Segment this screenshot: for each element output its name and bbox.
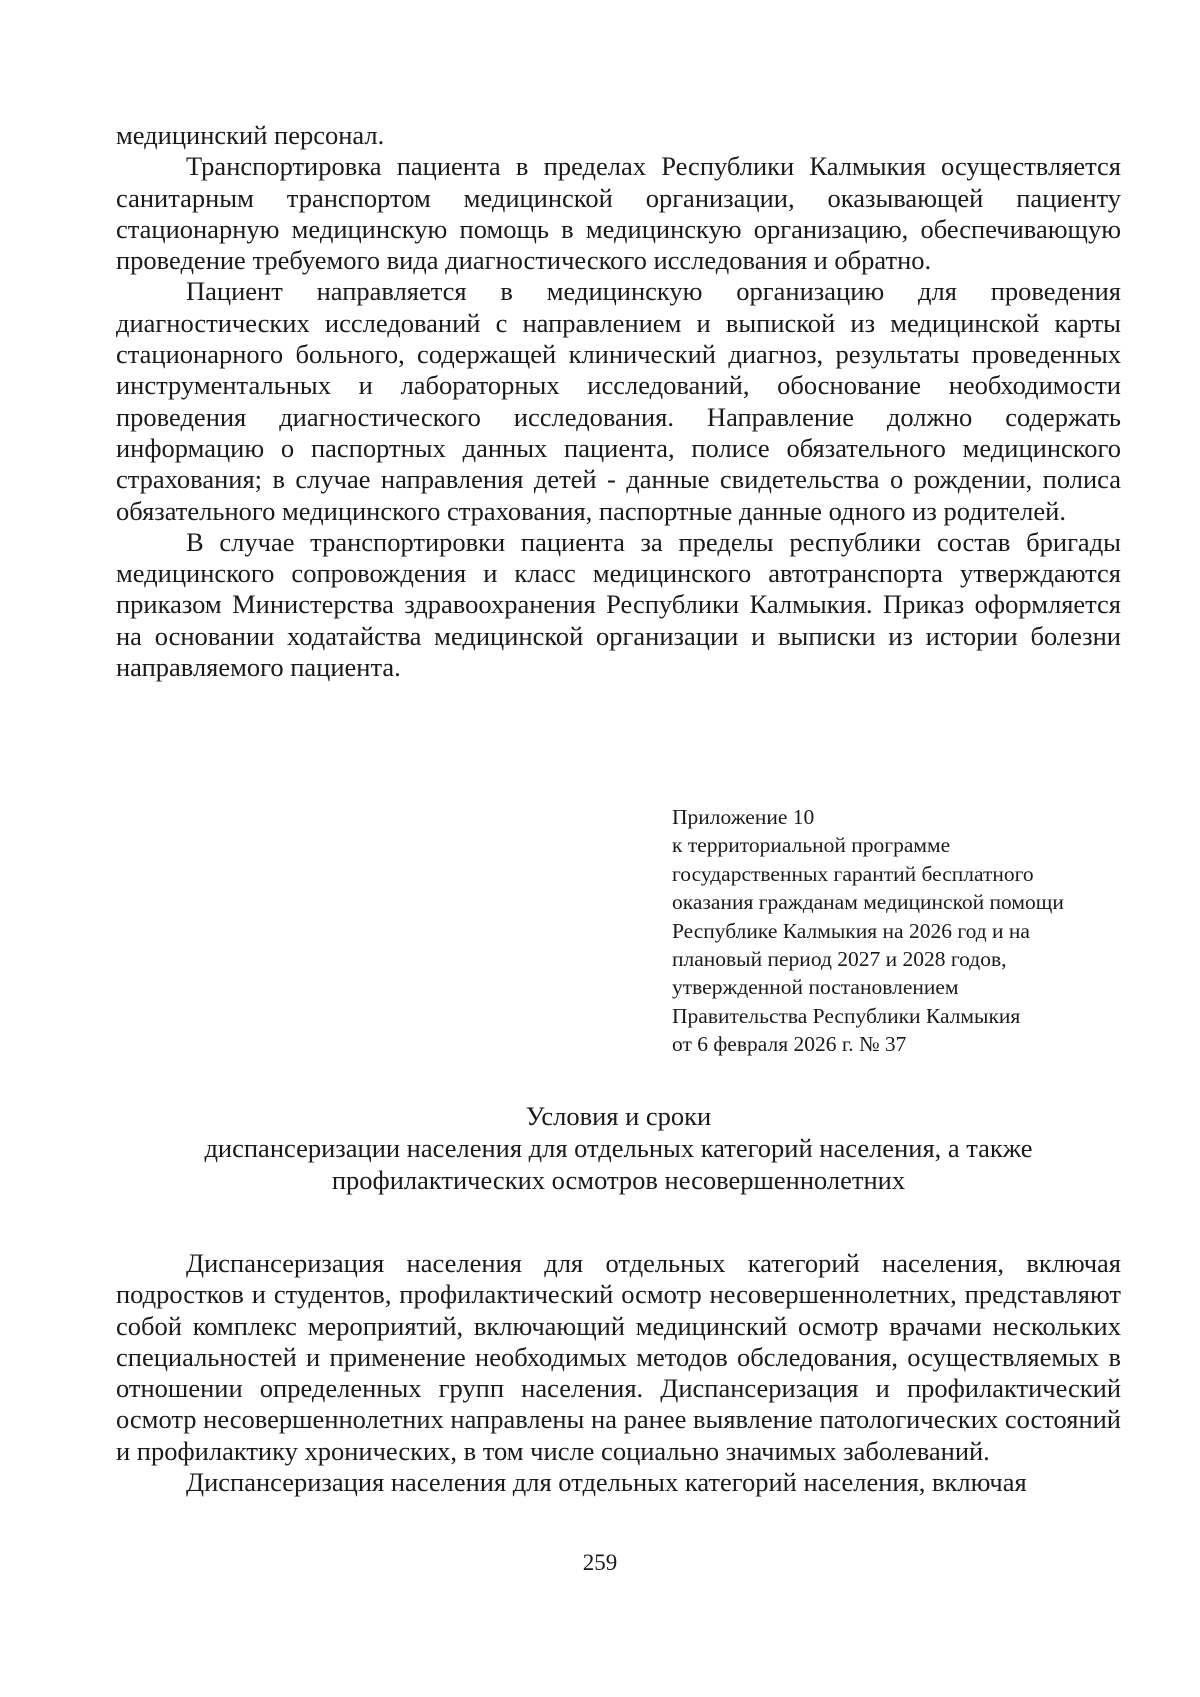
heading-line: диспансеризации населения для отдельных категорий населения, а также bbox=[204, 1133, 1033, 1163]
appendix-line: Республике Калмыкия на 2026 год и на bbox=[672, 918, 1030, 943]
paragraph-outside-republic: В случае транспортировки пациента за пределы республики состав бригады медицинского сопровождения и класс медицинского автотранспорта утверждаются приказом Министерства здравоохранения Республики Калмыкия. Приказ оформляется на основании ходатайства медицинской организации и выписки из истории болезни направляемого пациента. bbox=[116, 526, 1121, 683]
paragraph-continuation: медицинский персонал. bbox=[116, 120, 385, 150]
appendix-line: плановый период 2027 и 2028 годов, bbox=[672, 947, 1007, 972]
appendix-line: к территориальной программе bbox=[672, 833, 951, 858]
appendix-line: от 6 февраля 2026 г. № 37 bbox=[672, 1032, 907, 1057]
paragraph-referral: Пациент направляется в медицинскую организацию для проведения диагностических исследований с направлением и выпиской из медицинской карты стационарного больного, содержащей клинический диагноз, результаты проведенных инструментальных и лабораторных исследований, обоснование необходимости проведения диагностического исследования. Направление должно содержать информацию о паспортных данных пациента, полисе обязательного медицинского страхования; в случае направления детей - данные свидетельства о рождении, полиса обязательного медицинского страхования, паспортные данные одного из родителей. bbox=[116, 276, 1121, 526]
paragraph-dispensary-continued: Диспансеризация населения для отдельных категорий населения, включая bbox=[186, 1467, 1027, 1498]
appendix-line: Правительства Республики Калмыкия bbox=[672, 1003, 1021, 1028]
appendix-line: Приложение 10 bbox=[672, 805, 815, 829]
section-heading bbox=[116, 1100, 1121, 1196]
heading-line: Условия и сроки bbox=[525, 1101, 712, 1131]
bottom-text-block bbox=[116, 1248, 1121, 1498]
appendix-line: утвержденной постановлением bbox=[672, 975, 959, 1000]
appendix-line: государственных гарантий бесплатного bbox=[672, 861, 1034, 886]
appendix-line: оказания гражданам медицинской помощи bbox=[672, 890, 1064, 915]
paragraph-dispensary-definition: Диспансеризация населения для отдельных категорий населения, включая подростков и студентов, профилактический осмотр несовершеннолетних, представляют собой комплекс мероприятий, включающий медицинский осмотр врачами нескольких специальностей и применение необходимых методов обследования, осуществляемых в отношении определенных групп населения. Диспансеризация и профилактический осмотр несовершеннолетних направлены на ранее выявление патологических состояний и профилактику хронических, в том числе социально значимых заболеваний. bbox=[116, 1248, 1121, 1466]
top-text-block bbox=[116, 120, 1121, 683]
paragraph-transport: Транспортировка пациента в пределах Республики Калмыкия осуществляется санитарным транспортом медицинской организации, оказывающей пациенту стационарную медицинскую помощь в медицинскую организацию, обеспечивающую проведение требуемого вида диагностического исследования и обратно. bbox=[116, 151, 1121, 276]
heading-line: профилактических осмотров несовершеннолетних bbox=[331, 1165, 906, 1195]
appendix-note bbox=[672, 803, 1132, 1059]
page-number: 259 bbox=[582, 1550, 618, 1575]
